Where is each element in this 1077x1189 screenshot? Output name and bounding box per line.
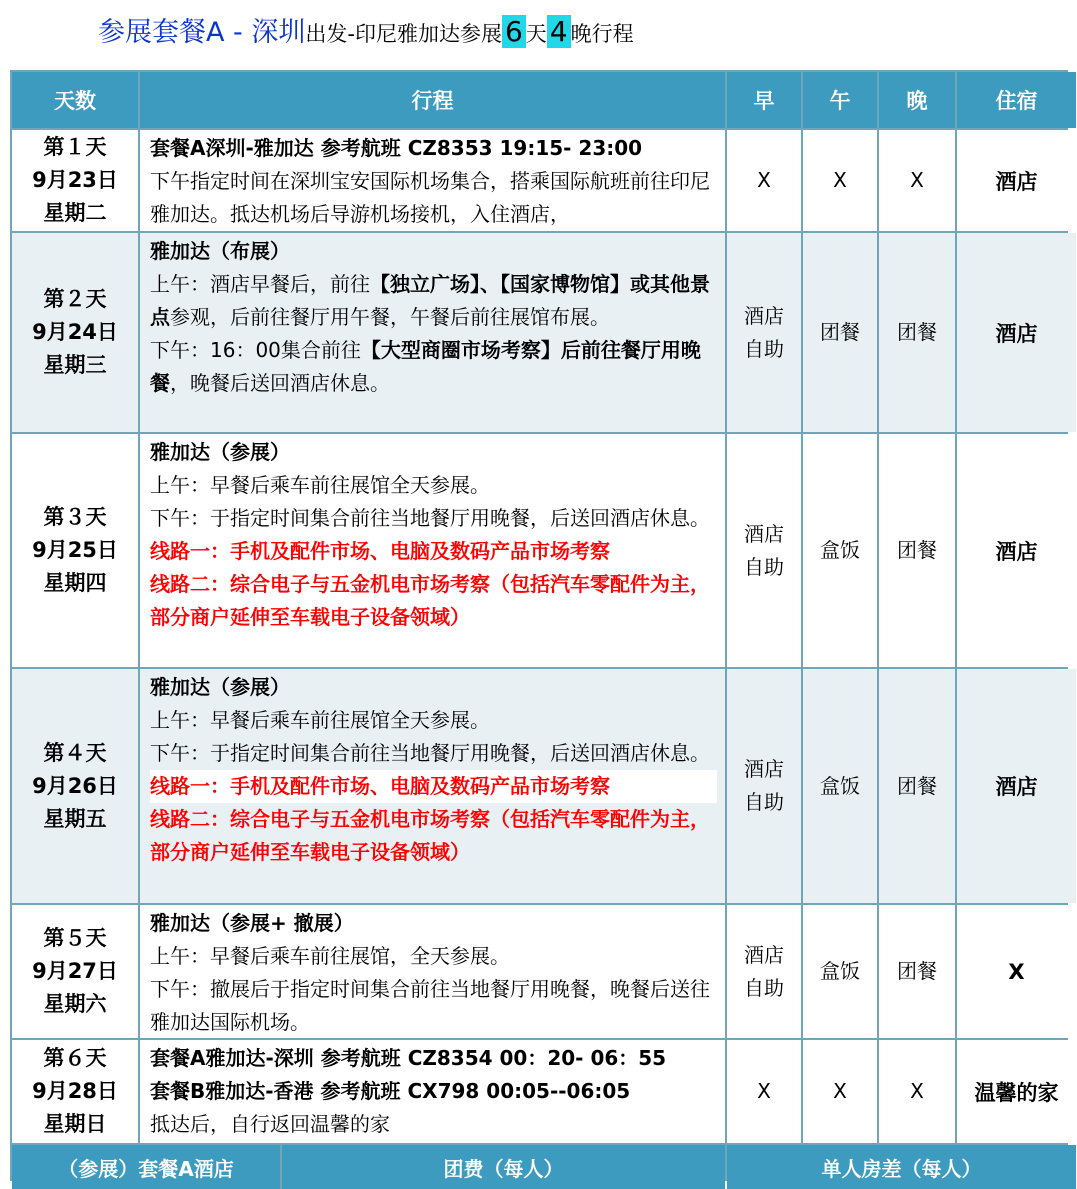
dinner-cell: 团餐 xyxy=(879,434,955,667)
breakfast-line: 酒店 xyxy=(744,521,784,546)
route-one: 线路一：手机及配件市场、电脑及数码产品市场考察 xyxy=(150,770,717,803)
breakfast-line: 自助 xyxy=(744,336,784,361)
itinerary-table xyxy=(10,70,1068,1181)
itinerary-line xyxy=(150,334,717,400)
day-cell xyxy=(12,905,138,1038)
header-itinerary: 行程 xyxy=(140,72,725,128)
title-suffix: 晚行程 xyxy=(570,22,634,46)
itinerary-heading: 套餐A深圳-雅加达 参考航班 CZ8353 19:15- 23:00 xyxy=(150,136,643,160)
title-nights: 4 xyxy=(547,15,571,48)
day-number: 第３天 xyxy=(43,505,107,529)
breakfast-cell: X xyxy=(727,130,801,231)
title-route: 出发-印尼雅加达参展 xyxy=(305,22,502,46)
header-day: 天数 xyxy=(12,72,138,128)
route-two: 线路二：综合电子与五金机电市场考察（包括汽车零配件为主，部分商户延伸至车载电子设备领域） xyxy=(150,572,710,629)
itinerary-cell xyxy=(140,905,725,1038)
day-cell xyxy=(12,434,138,667)
dinner-cell: X xyxy=(879,1040,955,1143)
itinerary-cell xyxy=(140,233,725,432)
day-date: 9月24日 xyxy=(32,320,118,344)
header-lunch: 午 xyxy=(803,72,877,128)
footer-left xyxy=(12,1145,725,1189)
title-package: 参展套餐A - 深圳 xyxy=(98,17,306,48)
breakfast-line: 酒店 xyxy=(744,757,784,781)
day-weekday: 星期四 xyxy=(43,571,107,595)
day-number: 第６天 xyxy=(43,1046,107,1070)
itinerary-heading: 雅加达（参展） xyxy=(150,440,290,464)
itinerary-line: 上午：早餐后乘车前往展馆全天参展。 xyxy=(150,708,490,732)
day-weekday: 星期六 xyxy=(43,992,107,1016)
text-segment: 下午：16：00集合前往 xyxy=(150,338,361,362)
itinerary-line: 下午指定时间在深圳宝安国际机场集合，搭乘国际航班前往印尼雅加达。抵达机场后导游机场接机，入住酒店， xyxy=(150,169,710,226)
stay-cell: X xyxy=(957,905,1076,1038)
day-number: 第５天 xyxy=(43,926,107,950)
day-weekday: 星期五 xyxy=(43,806,107,831)
itinerary-cell xyxy=(140,434,725,667)
page-title xyxy=(98,12,634,52)
highlight-segment: 【大型商圈市场考察】后前往餐厅用晚餐 xyxy=(150,338,701,395)
route-one: 线路一：手机及配件市场、电脑及数码产品市场考察 xyxy=(150,539,610,563)
itinerary-cell xyxy=(140,1040,725,1143)
text-segment: 参观，后前往餐厅用午餐，午餐后前往展馆布展。 xyxy=(170,305,610,329)
itinerary-line: 下午：于指定时间集合前往当地餐厅用晚餐，后送回酒店休息。 xyxy=(150,741,710,765)
breakfast-line: 自助 xyxy=(744,975,784,1000)
itinerary-heading: 雅加达（布展） xyxy=(150,239,290,263)
text-segment: 上午：酒店早餐后，前往 xyxy=(150,272,370,296)
title-tian: 天 xyxy=(525,22,547,46)
dinner-cell: X xyxy=(879,130,955,231)
stay-cell: 温馨的家 xyxy=(957,1040,1076,1143)
breakfast-cell: X xyxy=(727,1040,801,1143)
itinerary-line: 下午：撤展后于指定时间集合前往当地餐厅用晚餐，晚餐后送往雅加达国际机场。 xyxy=(150,977,710,1034)
lunch-cell: X xyxy=(803,1040,877,1143)
flight-line: 套餐B雅加达-香港 参考航班 CX798 00:05--06:05 xyxy=(150,1079,631,1103)
lunch-cell: 团餐 xyxy=(803,233,877,432)
day-weekday: 星期日 xyxy=(43,1112,107,1136)
footer-fee: 团费（每人） xyxy=(282,1145,725,1189)
day-cell xyxy=(12,1040,138,1143)
day-date: 9月23日 xyxy=(32,168,118,192)
breakfast-line: 酒店 xyxy=(744,942,784,967)
lunch-cell: X xyxy=(803,130,877,231)
itinerary-line: 上午：早餐后乘车前往展馆，全天参展。 xyxy=(150,944,510,968)
breakfast-cell xyxy=(727,669,801,903)
itinerary-line: 下午：于指定时间集合前往当地餐厅用晚餐，后送回酒店休息。 xyxy=(150,506,710,530)
header-stay: 住宿 xyxy=(957,72,1076,128)
lunch-cell: 盒饭 xyxy=(803,905,877,1038)
itinerary-cell xyxy=(140,130,725,231)
dinner-cell: 团餐 xyxy=(879,905,955,1038)
header-dinner: 晚 xyxy=(879,72,955,128)
day-date: 9月28日 xyxy=(32,1079,118,1103)
breakfast-cell xyxy=(727,233,801,432)
stay-cell: 酒店 xyxy=(957,130,1076,231)
day-number: 第４天 xyxy=(43,740,107,765)
itinerary-line xyxy=(150,268,717,334)
day-weekday: 星期三 xyxy=(43,353,107,377)
breakfast-line: 酒店 xyxy=(744,303,784,328)
stay-cell: 酒店 xyxy=(957,669,1076,903)
footer-package: （参展）套餐A酒店 xyxy=(12,1145,280,1189)
breakfast-line: 自助 xyxy=(744,790,784,814)
itinerary-heading: 雅加达（参展+ 撤展） xyxy=(150,911,354,935)
day-date: 9月25日 xyxy=(32,538,118,562)
itinerary-heading: 雅加达（参展） xyxy=(150,675,290,699)
stay-cell: 酒店 xyxy=(957,233,1076,432)
itinerary-cell xyxy=(140,669,725,903)
route-two: 线路二：综合电子与五金机电市场考察（包括汽车零配件为主，部分商户延伸至车载电子设备领域） xyxy=(150,807,710,864)
day-cell xyxy=(12,130,138,231)
day-date: 9月26日 xyxy=(32,773,118,798)
breakfast-line: 自助 xyxy=(744,554,784,579)
day-date: 9月27日 xyxy=(32,959,118,983)
day-cell xyxy=(12,669,138,903)
dinner-cell: 团餐 xyxy=(879,233,955,432)
breakfast-cell xyxy=(727,905,801,1038)
lunch-cell: 盒饭 xyxy=(803,669,877,903)
itinerary-line: 抵达后，自行返回温馨的家 xyxy=(150,1112,390,1136)
day-weekday: 星期二 xyxy=(43,201,107,225)
dinner-cell: 团餐 xyxy=(879,669,955,903)
lunch-cell: 盒饭 xyxy=(803,434,877,667)
footer-single-supplement: 单人房差（每人） xyxy=(727,1145,1076,1189)
flight-line: 套餐A雅加达-深圳 参考航班 CZ8354 00：20- 06：55 xyxy=(150,1046,667,1070)
day-cell xyxy=(12,233,138,432)
itinerary-line: 上午：早餐后乘车前往展馆全天参展。 xyxy=(150,473,490,497)
header-breakfast: 早 xyxy=(727,72,801,128)
day-number: 第２天 xyxy=(43,287,107,311)
text-segment: ，晚餐后送回酒店休息。 xyxy=(170,371,390,395)
highlight-segment: 【独立广场】、【国家博物馆】或其他景点 xyxy=(150,272,710,329)
stay-cell: 酒店 xyxy=(957,434,1076,667)
breakfast-cell xyxy=(727,434,801,667)
title-days: 6 xyxy=(502,15,526,48)
day-number: 第１天 xyxy=(43,135,107,159)
